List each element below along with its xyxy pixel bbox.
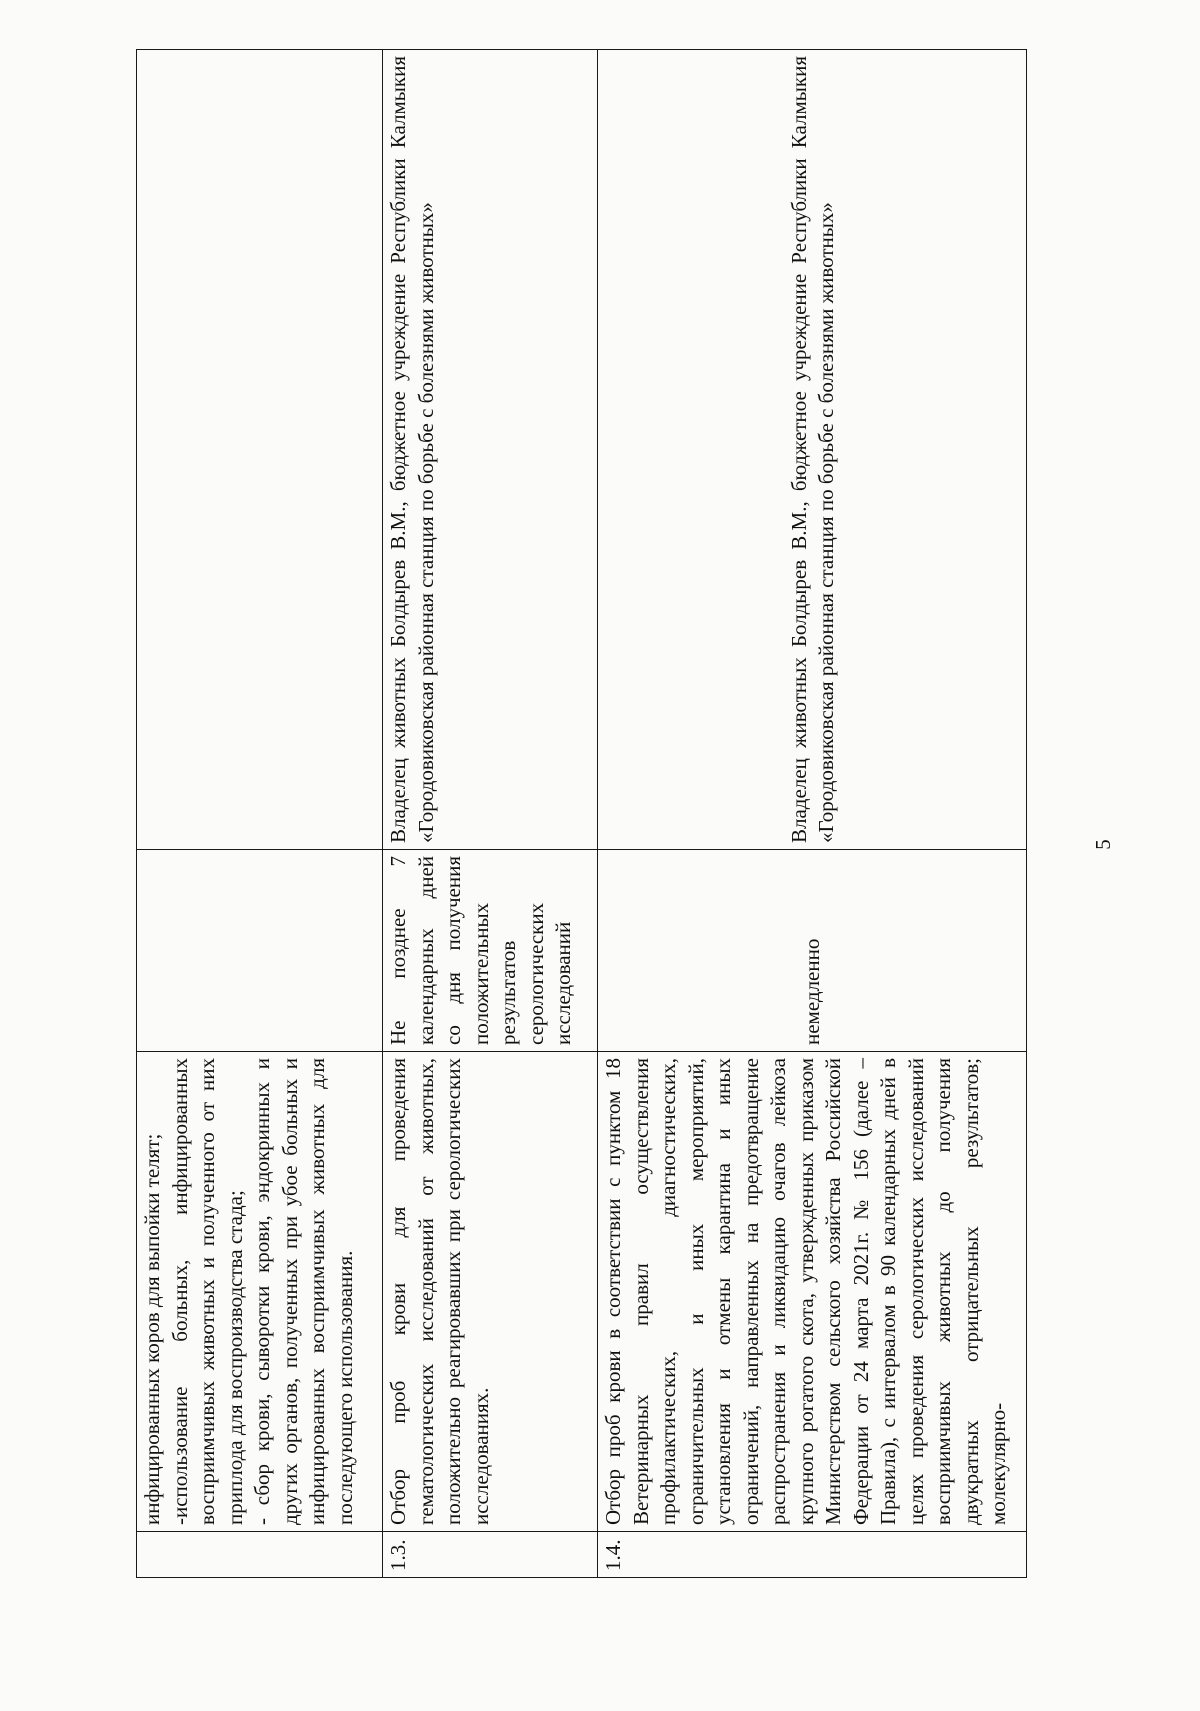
table-row [383,50,598,1578]
row-number: 1.4. [598,1532,1027,1578]
description-line: - сбор крови, сыворотки крови, эндокринных и других органов, полученных при убое больных и инфицированных восприимчивых животных для последующего использования. [250,1058,357,1525]
row-description [598,1052,1027,1532]
measures-table [136,49,1027,1578]
description-line: -использование больных, инфицированных восприимчивых животных и полученного от них приплода для воспроизводства стада; [167,1058,247,1525]
row-responsible: Владелец животных Болдырев В.М., бюджетное учреждение Республики Калмыкия «Городовиковская районная станция по борьбе с болезнями животных» [598,50,1027,850]
table-row [137,50,383,1578]
row-responsible [137,50,383,850]
row-number: 1.3. [383,1532,598,1578]
row-number [137,1532,383,1578]
row-deadline [137,850,383,1052]
row-deadline: Не позднее 7 календарных дней со дня получения положительных результатов серологических исследований [383,850,598,1052]
description-line: инфицированных коров для выпойки телят; [140,1133,164,1525]
rotated-page [136,50,1026,1578]
page-number: 5 [1090,839,1115,850]
row-responsible: Владелец животных Болдырев В.М., бюджетное учреждение Республики Калмыкия «Городовиковская районная станция по борьбе с болезнями животных» [383,50,598,850]
table-row [598,50,1027,1578]
row-description [383,1052,598,1532]
description-line: Отбор проб крови в соответствии с пунктом 18 Ветеринарных правил осуществления профилактических, диагностических, ограничительных и иных мероприятий, установления и отмены карантина и иных ограничений, направленных на предотвращение распространения и ликвидацию очагов лейкоза крупного рогатого скота, утвержденных приказом Министерством сельского хозяйства Российской Федерации от 24 марта 2021г. № 156 (далее – Правила), с интервалом в 90 календарных дней в целях проведения серологических исследований восприимчивых животных до получения двукратных отрицательных результатов; молекулярно- [601,1058,1010,1525]
row-deadline: немедленно [598,850,1027,1052]
row-description [137,1052,383,1532]
description-line: Отбор проб крови для проведения гематологических исследований от животных, положительно реагировавших при серологических исследованиях. [386,1058,493,1525]
